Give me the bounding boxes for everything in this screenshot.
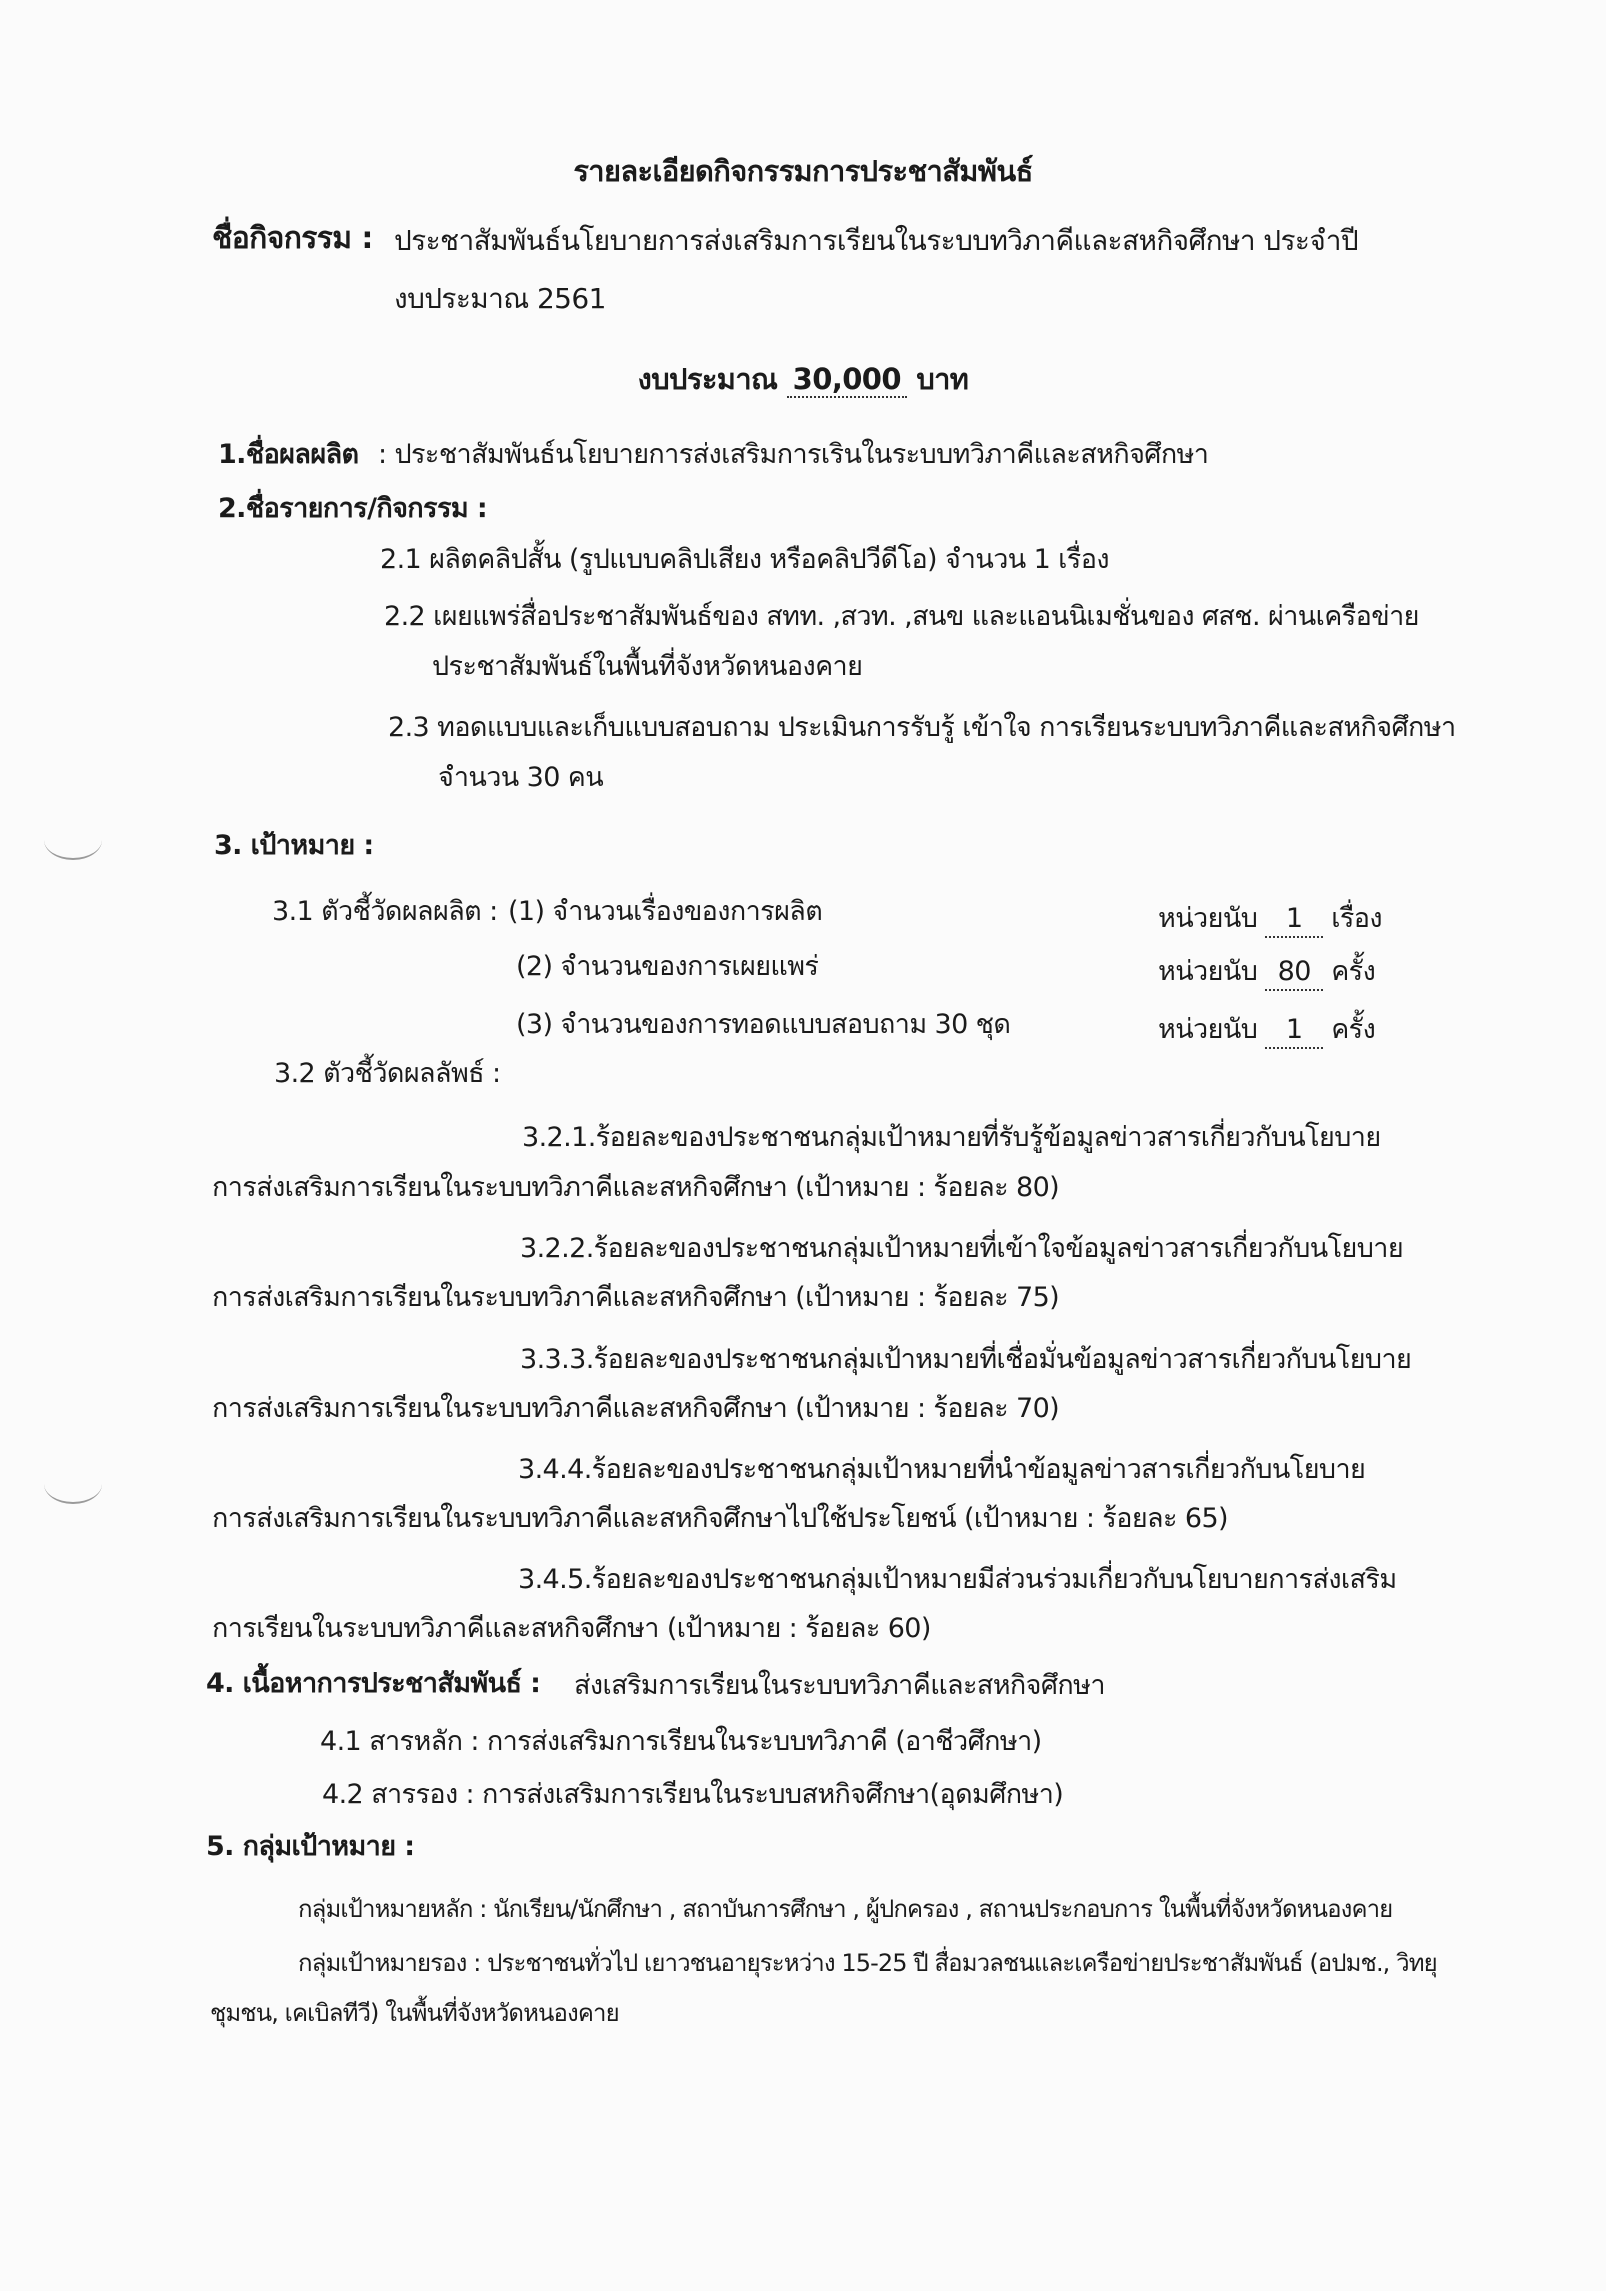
budget-suffix: บาท bbox=[916, 362, 969, 396]
item-2-3-line1: 2.3 ทอดแบบและเก็บแบบสอบถาม ประเมินการรับรู้ เข้าใจ การเรียนระบบทวิภาคีและสหกิจศึกษา bbox=[388, 712, 1456, 743]
unit-label: หน่วยนับ bbox=[1158, 956, 1258, 987]
punch-hole-mark bbox=[44, 820, 102, 860]
outcome-indicator-line1: 3.4.4.ร้อยละของประชาชนกลุ่มเป้าหมายที่นำข้อมูลข่าวสารเกี่ยวกับนโยบาย bbox=[518, 1454, 1366, 1485]
output-indicator-unit bbox=[1158, 955, 1375, 991]
section-4-text: ส่งเสริมการเรียนในระบบทวิภาคีและสหกิจศึกษา bbox=[574, 1670, 1105, 1701]
document-title: รายละเอียดกิจกรรมการประชาสัมพันธ์ bbox=[573, 154, 1033, 188]
section-1-text: : ประชาสัมพันธ์นโยบายการส่งเสริมการเรินในระบบทวิภาคีและสหกิจศึกษา bbox=[378, 439, 1209, 470]
outcome-indicator-line2: การส่งเสริมการเรียนในระบบทวิภาคีและสหกิจศึกษา (เป้าหมาย : ร้อยละ 70) bbox=[212, 1393, 1060, 1424]
budget-line bbox=[0, 362, 1606, 398]
item-4-1: 4.1 สารหลัก : การส่งเสริมการเรียนในระบบทวิภาคี (อาชีวศึกษา) bbox=[320, 1726, 1042, 1757]
section-4-label: 4. เนื้อหาการประชาสัมพันธ์ : bbox=[206, 1668, 541, 1699]
unit-label: หน่วยนับ bbox=[1158, 903, 1258, 934]
item-2-2-line2: ประชาสัมพันธ์ในพื้นที่จังหวัดหนองคาย bbox=[432, 651, 863, 682]
item-2-3-line2: จำนวน 30 คน bbox=[438, 762, 604, 793]
activity-label: ชื่อกิจกรรม : bbox=[212, 221, 373, 256]
item-3-1-label: 3.1 ตัวชี้วัดผลผลิต : bbox=[272, 896, 498, 927]
punch-hole-mark bbox=[44, 1464, 102, 1504]
target-group-secondary-line2: ชุมชน, เคเบิลทีวี) ในพื้นที่จังหวัดหนองคาย bbox=[210, 1999, 619, 2027]
budget-amount: 30,000 bbox=[787, 362, 907, 398]
unit-value: 80 bbox=[1265, 955, 1323, 991]
unit-value: 1 bbox=[1265, 1013, 1323, 1049]
outcome-indicator-line1: 3.4.5.ร้อยละของประชาชนกลุ่มเป้าหมายมีส่วนร่วมเกี่ยวกับนโยบายการส่งเสริม bbox=[518, 1564, 1397, 1595]
outcome-indicator-line1: 3.2.2.ร้อยละของประชาชนกลุ่มเป้าหมายที่เข้าใจข้อมูลข่าวสารเกี่ยวกับนโยบาย bbox=[520, 1233, 1404, 1264]
unit-value: 1 bbox=[1265, 902, 1323, 938]
output-indicator-text: (1) จำนวนเรื่องของการผลิต bbox=[508, 896, 823, 927]
item-3-2-label: 3.2 ตัวชี้วัดผลลัพธ์ : bbox=[274, 1058, 501, 1089]
outcome-indicator-line2: การเรียนในระบบทวิภาคีและสหกิจศึกษา (เป้าหมาย : ร้อยละ 60) bbox=[212, 1613, 931, 1644]
unit-name: ครั้ง bbox=[1331, 956, 1376, 987]
target-group-secondary-line1: กลุ่มเป้าหมายรอง : ประชาชนทั่วไป เยาวชนอายุระหว่าง 15-25 ปี สื่อมวลชนและเครือข่ายประชาสัมพันธ์ (อปมช., วิทยุ bbox=[298, 1949, 1437, 1977]
output-indicator-unit bbox=[1158, 902, 1382, 938]
outcome-indicator-line2: การส่งเสริมการเรียนในระบบทวิภาคีและสหกิจศึกษา (เป้าหมาย : ร้อยละ 80) bbox=[212, 1172, 1060, 1203]
outcome-indicator-line1: 3.3.3.ร้อยละของประชาชนกลุ่มเป้าหมายที่เชื่อมั่นข้อมูลข่าวสารเกี่ยวกับนโยบาย bbox=[520, 1344, 1412, 1375]
section-1-label: 1.ชื่อผลผลิต bbox=[218, 439, 359, 470]
activity-name-line2: งบประมาณ 2561 bbox=[394, 282, 606, 315]
unit-name: ครั้ง bbox=[1331, 1014, 1376, 1045]
outcome-indicator-line2: การส่งเสริมการเรียนในระบบทวิภาคีและสหกิจศึกษาไปใช้ประโยชน์ (เป้าหมาย : ร้อยละ 65) bbox=[212, 1503, 1228, 1534]
unit-label: หน่วยนับ bbox=[1158, 1014, 1258, 1045]
budget-prefix: งบประมาณ bbox=[637, 362, 778, 396]
section-5-label: 5. กลุ่มเป้าหมาย : bbox=[206, 1831, 415, 1862]
item-4-2: 4.2 สารรอง : การส่งเสริมการเรียนในระบบสหกิจศึกษา(อุดมศึกษา) bbox=[322, 1779, 1064, 1810]
output-indicator-text: (2) จำนวนของการเผยแพร่ bbox=[516, 951, 819, 982]
target-group-main: กลุ่มเป้าหมายหลัก : นักเรียน/นักศึกษา , สถาบันการศึกษา , ผู้ปกครอง , สถานประกอบการ ในพื้นที่จังหวัดหนองคาย bbox=[298, 1895, 1393, 1923]
outcome-indicator-line1: 3.2.1.ร้อยละของประชาชนกลุ่มเป้าหมายที่รับรู้ข้อมูลข่าวสารเกี่ยวกับนโยบาย bbox=[522, 1122, 1381, 1153]
output-indicator-text: (3) จำนวนของการทอดแบบสอบถาม 30 ชุด bbox=[516, 1009, 1011, 1040]
section-2-label: 2.ชื่อรายการ/กิจกรรม : bbox=[218, 493, 488, 524]
unit-name: เรื่อง bbox=[1331, 903, 1382, 934]
activity-name-line1: ประชาสัมพันธ์นโยบายการส่งเสริมการเรียนในระบบทวิภาคีและสหกิจศึกษา ประจำปี bbox=[394, 224, 1359, 257]
item-2-2-line1: 2.2 เผยแพร่สื่อประชาสัมพันธ์ของ สทท. ,สวท. ,สนข และแอนนิเมชั่นของ ศสช. ผ่านเครือข่าย bbox=[384, 601, 1419, 632]
item-2-1: 2.1 ผลิตคลิปสั้น (รูปแบบคลิปเสียง หรือคลิปวีดีโอ) จำนวน 1 เรื่อง bbox=[380, 544, 1109, 575]
section-3-label: 3. เป้าหมาย : bbox=[214, 830, 374, 861]
output-indicator-unit bbox=[1158, 1013, 1375, 1049]
outcome-indicator-line2: การส่งเสริมการเรียนในระบบทวิภาคีและสหกิจศึกษา (เป้าหมาย : ร้อยละ 75) bbox=[212, 1282, 1060, 1313]
